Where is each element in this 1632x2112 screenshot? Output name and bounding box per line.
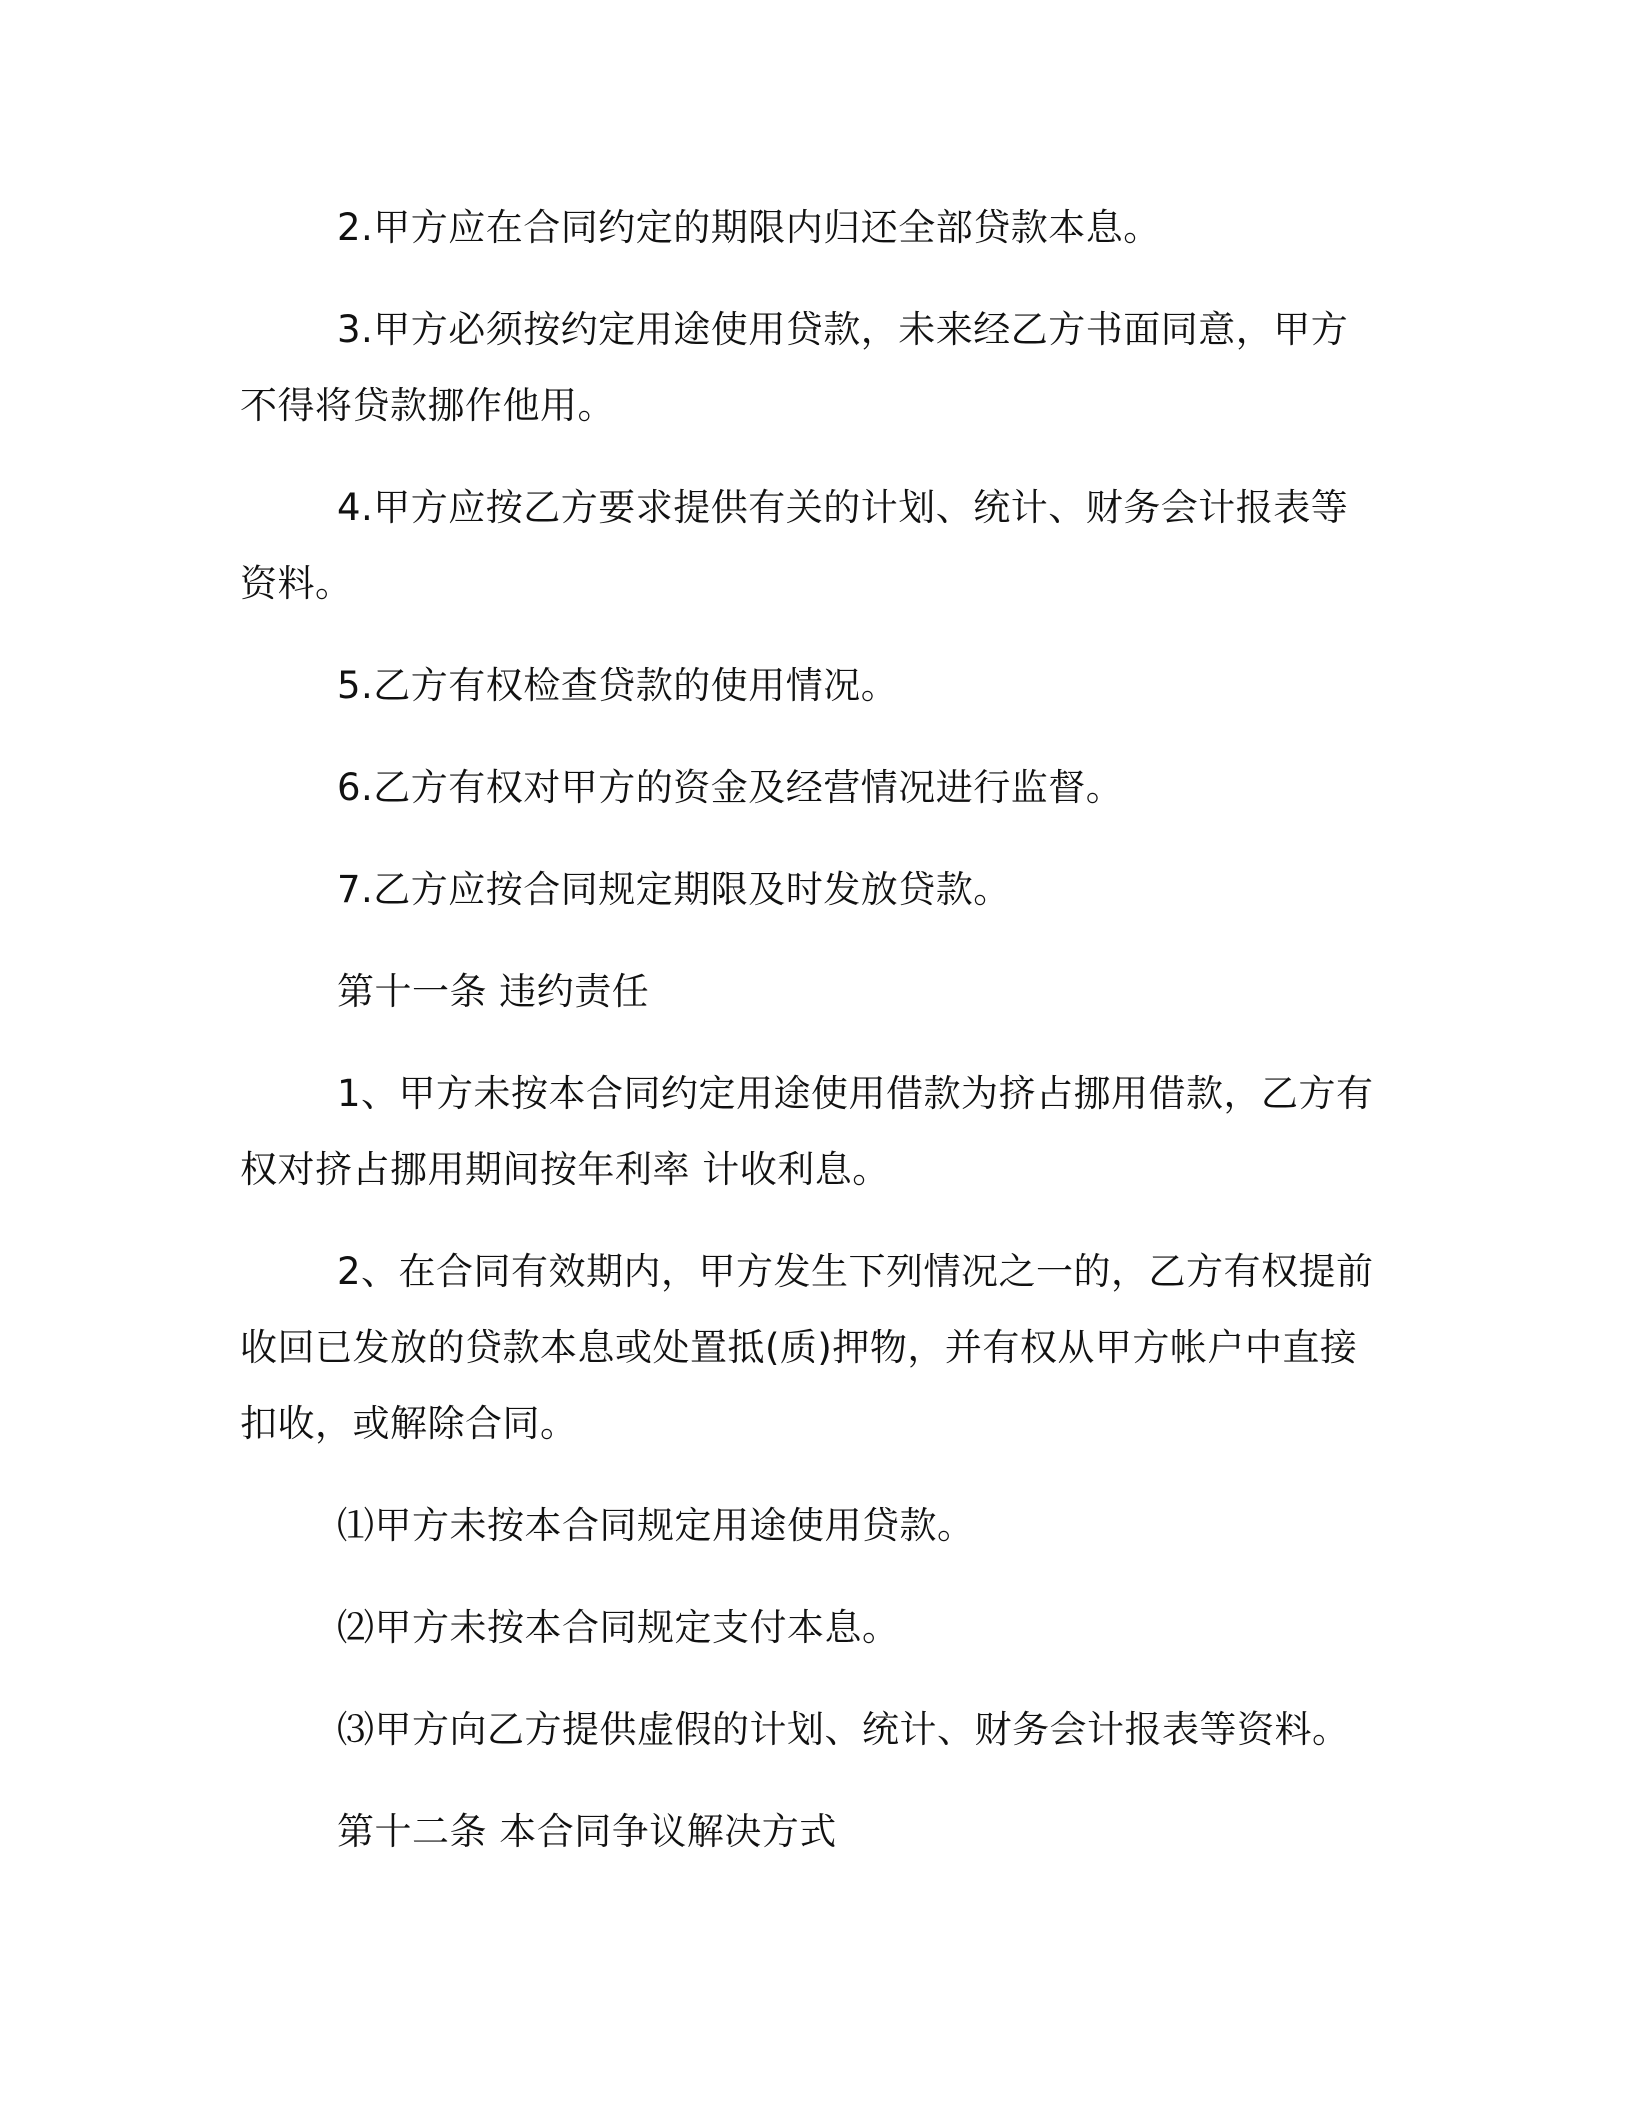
- section-heading-article-12: 第十二条 本合同争议解决方式: [337, 1810, 837, 1853]
- paragraph-liability-1: 1、甲方未按本合同约定用途使用借款为挤占挪用借款，乙方有权对挤占挪用期间按年利率 计收利息。: [240, 1072, 1374, 1191]
- list-item-condition-2: ⑵甲方未按本合同规定支付本息。: [337, 1606, 900, 1649]
- paragraph-clause-5: 5.乙方有权检查贷款的使用情况。: [337, 664, 899, 707]
- paragraph-clause-4: 4.甲方应按乙方要求提供有关的计划、统计、财务会计报表等资料。: [240, 486, 1349, 605]
- list-item-condition-1: ⑴甲方未按本合同规定用途使用贷款。: [337, 1504, 975, 1547]
- paragraph-clause-6: 6.乙方有权对甲方的资金及经营情况进行监督。: [337, 766, 1124, 809]
- section-heading-article-11: 第十一条 违约责任: [337, 970, 650, 1013]
- paragraph-clause-7: 7.乙方应按合同规定期限及时发放贷款。: [337, 868, 1011, 911]
- document-body: [240, 190, 1380, 1896]
- paragraph-clause-3: 3.甲方必须按约定用途使用贷款，未来经乙方书面同意，甲方不得将贷款挪作他用。: [240, 308, 1349, 427]
- paragraph-liability-2: 2、在合同有效期内，甲方发生下列情况之一的，乙方有权提前收回已发放的贷款本息或处置抵(质)押物，并有权从甲方帐户中直接扣收，或解除合同。: [240, 1250, 1374, 1445]
- paragraph-clause-2: 2.甲方应在合同约定的期限内归还全部贷款本息。: [337, 206, 1161, 249]
- list-item-condition-3: ⑶甲方向乙方提供虚假的计划、统计、财务会计报表等资料。: [337, 1708, 1350, 1751]
